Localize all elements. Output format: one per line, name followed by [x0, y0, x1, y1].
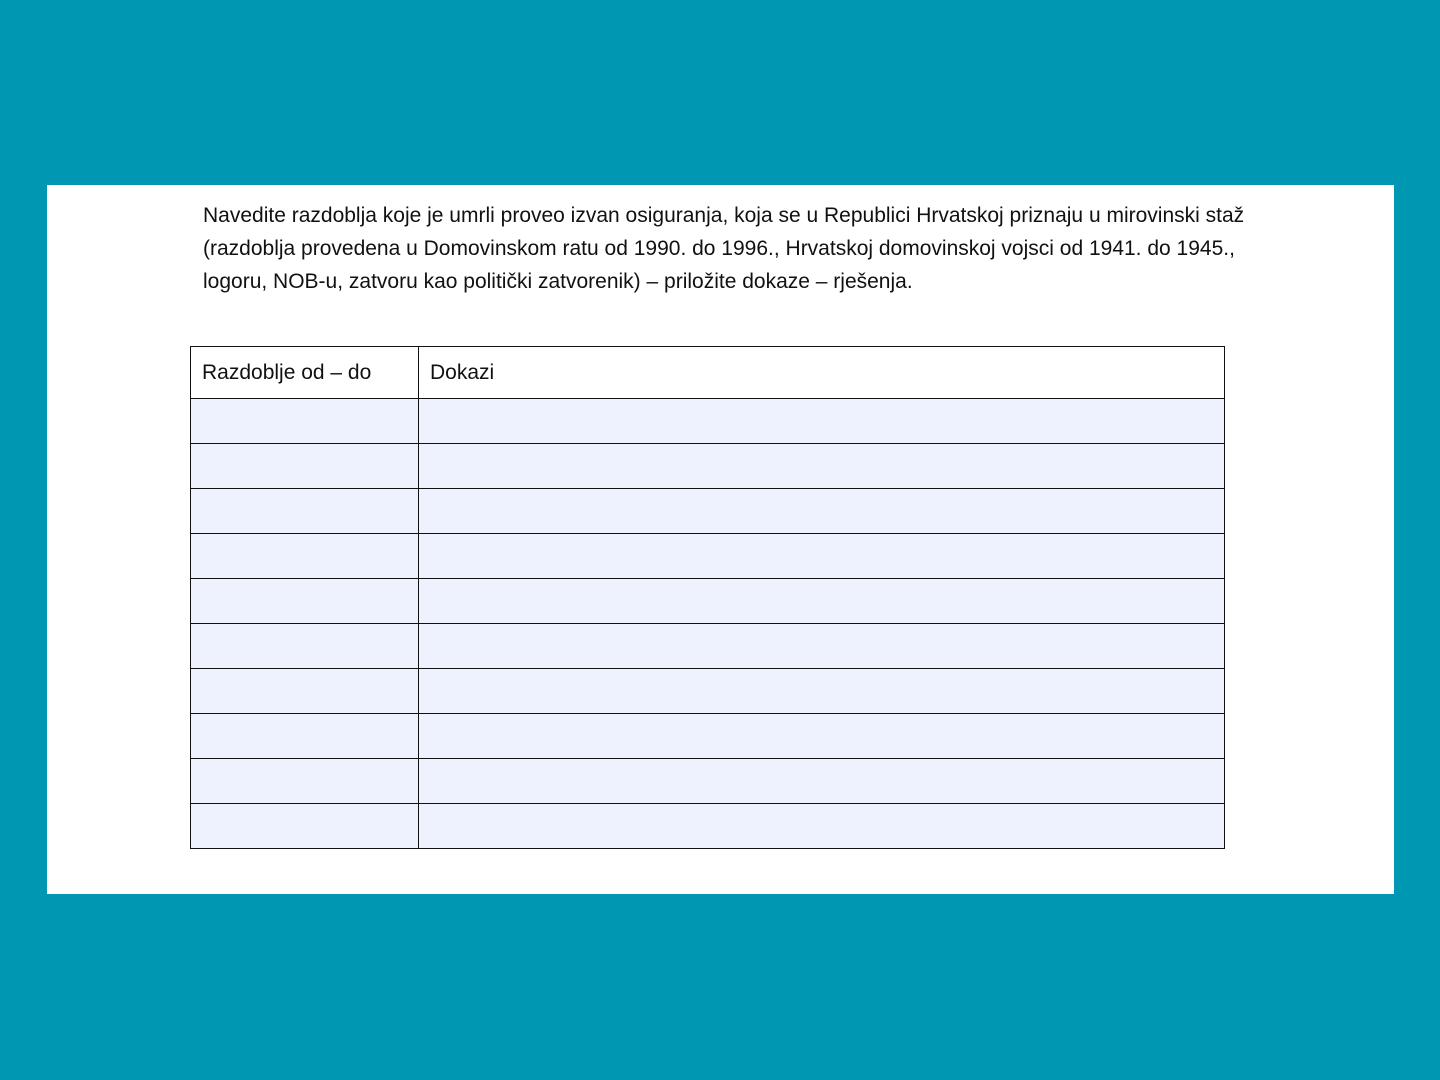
evidence-cell[interactable] — [419, 759, 1225, 804]
period-input[interactable] — [191, 669, 418, 713]
periods-table — [190, 346, 1225, 849]
evidence-input[interactable] — [419, 804, 1224, 848]
evidence-cell[interactable] — [419, 579, 1225, 624]
evidence-input[interactable] — [419, 489, 1224, 533]
evidence-cell[interactable] — [419, 489, 1225, 534]
evidence-cell[interactable] — [419, 624, 1225, 669]
period-cell[interactable] — [191, 759, 419, 804]
period-cell[interactable] — [191, 579, 419, 624]
table-row — [191, 759, 1225, 804]
evidence-cell[interactable] — [419, 714, 1225, 759]
table-row — [191, 399, 1225, 444]
table-row — [191, 489, 1225, 534]
period-input[interactable] — [191, 579, 418, 623]
period-input[interactable] — [191, 399, 418, 443]
table-header-row — [191, 347, 1225, 399]
evidence-input[interactable] — [419, 624, 1224, 668]
period-input[interactable] — [191, 804, 418, 848]
period-input[interactable] — [191, 534, 418, 578]
period-cell[interactable] — [191, 804, 419, 849]
table-row — [191, 714, 1225, 759]
instructions-text: Navedite razdoblja koje je umrli proveo izvan osiguranja, koja se u Republici Hrvatskoj priznaju u mirovinski staž (razdoblja provedena u Domovinskom ratu od 1990. do 1996., Hrvatskoj domovinskoj vojsci od 1941. do 1945., logoru, NOB-u, zatvoru kao politički zatvorenik) – priložite dokaze – rješenja. — [203, 204, 1245, 293]
period-cell[interactable] — [191, 399, 419, 444]
table-row — [191, 669, 1225, 714]
period-input[interactable] — [191, 759, 418, 803]
evidence-cell[interactable] — [419, 399, 1225, 444]
evidence-cell[interactable] — [419, 804, 1225, 849]
period-input[interactable] — [191, 624, 418, 668]
period-cell[interactable] — [191, 714, 419, 759]
period-cell[interactable] — [191, 534, 419, 579]
evidence-input[interactable] — [419, 669, 1224, 713]
period-input[interactable] — [191, 714, 418, 758]
header-period: Razdoblje od – do — [191, 347, 419, 399]
period-cell[interactable] — [191, 444, 419, 489]
evidence-cell[interactable] — [419, 534, 1225, 579]
evidence-cell[interactable] — [419, 669, 1225, 714]
evidence-input[interactable] — [419, 714, 1224, 758]
table-row — [191, 804, 1225, 849]
table-body — [191, 399, 1225, 849]
evidence-input[interactable] — [419, 399, 1224, 443]
evidence-input[interactable] — [419, 534, 1224, 578]
evidence-input[interactable] — [419, 444, 1224, 488]
period-cell[interactable] — [191, 669, 419, 714]
evidence-input[interactable] — [419, 759, 1224, 803]
period-input[interactable] — [191, 489, 418, 533]
table-row — [191, 444, 1225, 489]
table-row — [191, 624, 1225, 669]
evidence-cell[interactable] — [419, 444, 1225, 489]
period-cell[interactable] — [191, 489, 419, 534]
table-row — [191, 534, 1225, 579]
period-cell[interactable] — [191, 624, 419, 669]
evidence-input[interactable] — [419, 579, 1224, 623]
period-input[interactable] — [191, 444, 418, 488]
document-sheet — [47, 185, 1394, 894]
table-row — [191, 579, 1225, 624]
header-evidence: Dokazi — [419, 347, 1225, 399]
